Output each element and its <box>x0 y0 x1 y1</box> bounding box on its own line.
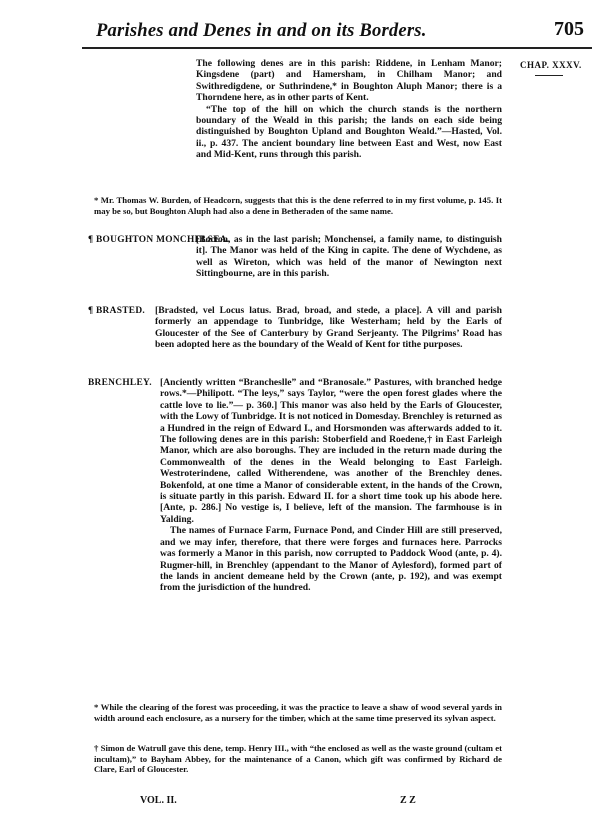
intro-paragraph-1: The following denes are in this parish: Riddene, in Lenham Manor; Kingsdene (part) and Hamersham, in Chilham Manor; and Swithredigdene, or Suthrindene,* in Boughton Aluph Manor; there is a Thorndene here, as in other parts of Kent. <box>196 58 502 104</box>
entry-text-boughton-monchelsea: [Bocton, as in the last parish; Monchensei, a family name, to distinguish it]. The Manor was held of the King in capite. The dene of Wychdene, as well as Wireton, which was held of the manor of Newington next Sittingbourne, are in this parish. <box>196 234 502 280</box>
intro-paragraph-2: “The top of the hill on which the church stands is the northern boundary of the Weald in this parish; the lands on each side being distinguished by Boughton Upland and Boughton Weald.”—Hasted, Vol. ii., p. 437. The ancient boundary line between East and West, now East and Mid-Kent, runs through this parish. <box>196 103 502 161</box>
entry-term-brasted: ¶ BRASTED. <box>88 306 146 316</box>
header-rule <box>82 47 592 49</box>
entry-term-boughton-monchelsea: ¶ BOUGHTON MONCHELSEA. <box>88 235 230 245</box>
intro-block <box>196 58 502 161</box>
sidenote-rule <box>535 75 563 76</box>
volume-label: VOL. II. <box>140 795 177 806</box>
entry-text-brenchley <box>160 377 502 594</box>
running-head-title: Parishes and Denes in and on its Borders. <box>96 20 427 41</box>
entry-term-brenchley: BRENCHLEY. <box>88 378 152 388</box>
page-number: 705 <box>554 18 584 40</box>
footnote-headcorn: * Mr. Thomas W. Burden, of Headcorn, suggests that this is the dene referred to in my first volume, p. 145. It may be so, but Boughton Aluph had also a dene in Betheraden of the same name. <box>94 195 502 216</box>
brenchley-paragraph-2: The names of Furnace Farm, Furnace Pond, and Cinder Hill are still preserved, and we may infer, therefore, that there were forges and furnaces here. Parrocks was formerly a Manor in this parish, now corrupted to Paddock Wood (ante, p. 4). Rugmer-hill, in Brenchley (appendant to the Manor of Aylesford), formed part of the lands in ancient demeane held by the Crown (ante, p. 192), and was exempt from the jurisdiction of the hundred. <box>160 525 502 594</box>
chapter-sidenote: CHAP. XXXV. <box>520 60 582 70</box>
entry-text-brasted: [Bradsted, vel Locus latus. Brad, broad, and stede, a place]. A vill and parish formerly an appendage to Tunbridge, like Westerham; held by the Earls of Gloucester of the See of Canterbury by Grand Serjeanty. The Pilgrims’ Road has been adopted here as the boundary of the Weald of Kent for tithe purposes. <box>155 305 502 351</box>
signature-mark: Z Z <box>400 795 416 806</box>
brenchley-paragraph-1: [Anciently written “Brancheslle” and “Branosale.” Pastures, with branched hedge rows.*—Philipott. “The leys,” says Taylor, “were the open forest glades where the cattle love to lie.”— p. 360.] This manor was also held by the Earls of Gloucester, with the Lowy of Tunbridge. It is not noticed in Domesday. Brenchley is returned as a Hundred in the reign of Edward I., and Horsmonden was afterwards added to it. The following denes are in this parish: Stoberfield and Roedene,† in East Farleigh Manor, which are also boroughs. They are included in the return made during the Commonwealth of the denes in the Weald belonging to East Farleigh. Westroterindene, called Witherendene, was another of the Brenchley denes. Bokenfold, at one time a Manor of considerable extent, in the hands of the Crown, is situate partly in this parish. Edward II. for a short time took up his abode here. [Ante, p. 286.] No vestige is, I believe, left of the mansion. The farmhouse is in Yalding. <box>160 377 502 525</box>
footnote-forest-clearing: * While the clearing of the forest was proceeding, it was the practice to leave a shaw of wood several yards in width around each enclosure, as a nursery for the timber, which at the same time preserved its sylvan aspect. <box>94 702 502 723</box>
footnote-simon-de-watrull: † Simon de Watrull gave this dene, temp. Henry III., with “the enclosed as well as the waste ground (cultam et incultam),” to Bayham Abbey, for the maintenance of a Canon, which gift was confirmed by Richard de Clare, Earl of Gloucester. <box>94 743 502 775</box>
